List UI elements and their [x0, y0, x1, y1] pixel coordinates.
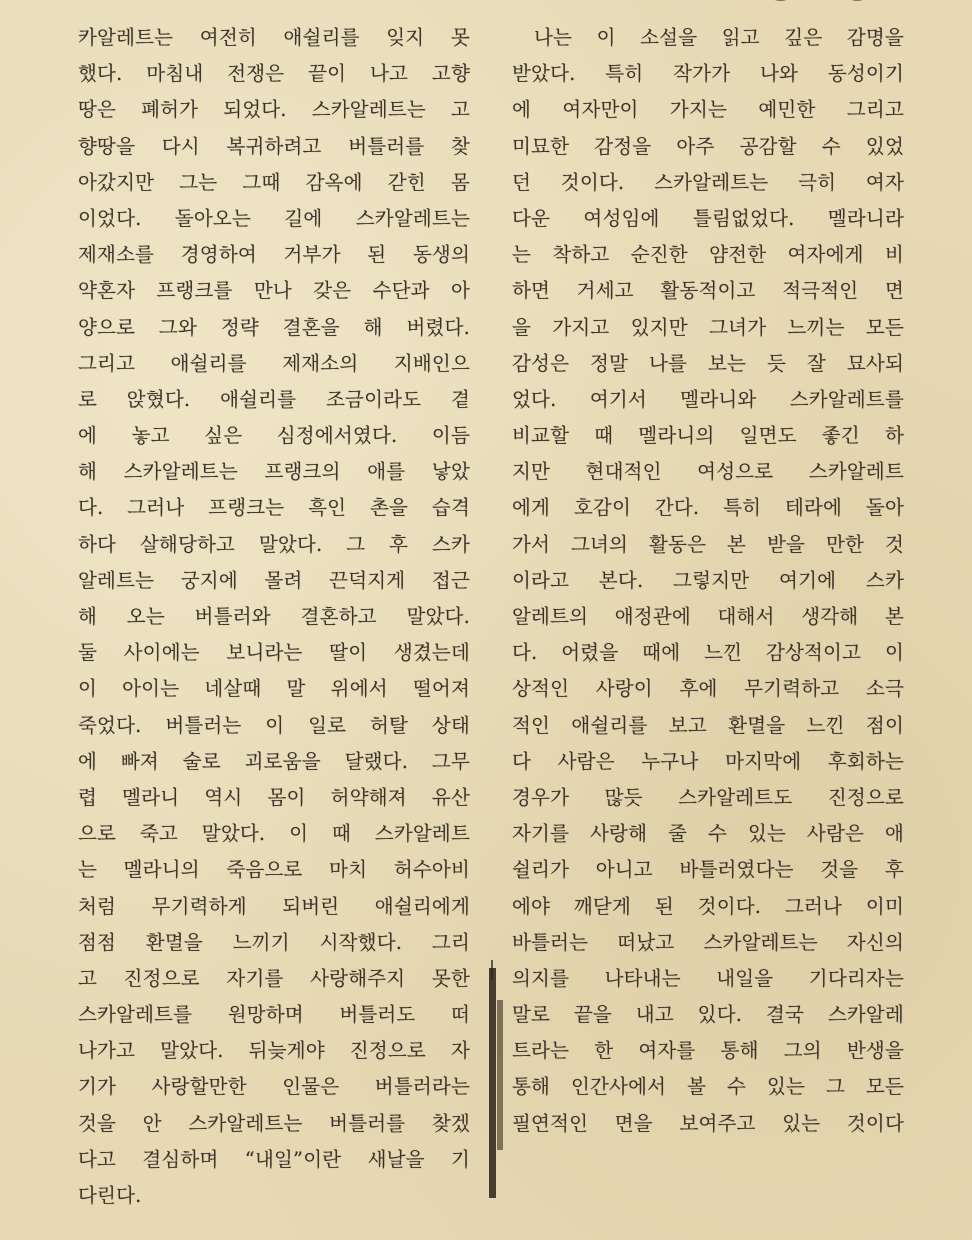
- text-line: 었다. 여기서 멜라니와 스카알레트를: [512, 387, 904, 411]
- text-line: 알레트는 궁지에 몰려 끈덕지게 접근: [78, 568, 470, 592]
- text-line: 는 착하고 순진한 얌전한 여자에게 비: [512, 243, 904, 267]
- text-line: 이었다. 돌아오는 길에 스카알레트는: [78, 206, 470, 230]
- text-line: 말로 끝을 내고 있다. 결국 스카알레: [512, 1003, 904, 1027]
- text-line: 에 여자만이 가지는 예민한 그리고: [512, 98, 904, 122]
- text-line: 필연적인 면을 보여주고 있는 것이다: [512, 1111, 904, 1135]
- text-line: 에 놓고 싶은 심정에서였다. 이듬: [78, 424, 470, 448]
- text-line: 제재소를 경영하여 거부가 된 동생의: [78, 243, 470, 267]
- text-line: 다. 그러나 프랭크는 흑인 촌을 습격: [78, 496, 470, 520]
- text-line: 으로 죽고 말았다. 이 때 스카알레트: [78, 822, 470, 846]
- text-line: 아갔지만 그는 그때 감옥에 갇힌 몸: [78, 170, 470, 194]
- text-line: 그리고 애쉴리를 제재소의 지배인으: [78, 351, 470, 375]
- text-line: 스카알레트를 원망하며 버틀러도 떠: [78, 1003, 470, 1027]
- right-column: [512, 20, 904, 1142]
- text-line: 나는 이 소설을 읽고 깊은 감명을: [534, 26, 904, 49]
- text-line: 점점 환멸을 느끼기 시작했다. 그리: [78, 930, 470, 954]
- text-line: 다 사람은 누구나 마지막에 후회하는: [512, 749, 904, 773]
- text-line: 다. 어렸을 때에 느낀 감상적이고 이: [512, 641, 904, 665]
- text-line: 것을 안 스카알레트는 버틀러를 찾겠: [78, 1111, 470, 1135]
- text-line: 약혼자 프랭크를 만나 갖은 수단과 아: [78, 279, 470, 303]
- text-line: 향땅을 다시 복귀하려고 버틀러를 찾: [78, 134, 470, 158]
- text-line: 쉴리가 아니고 바틀러였다는 것을 후: [512, 858, 904, 882]
- text-line: 처럼 무기력하게 되버린 애쉴리에게: [78, 894, 470, 918]
- text-line: 바틀러는 떠났고 스카알레트는 자신의: [512, 930, 904, 954]
- page-header-fragment: [760, 0, 880, 6]
- text-line: 미묘한 감정을 아주 공감할 수 있었: [512, 134, 904, 158]
- text-line: 의지를 나타내는 내일을 기다리자는: [512, 966, 904, 990]
- text-line: 하다 살해당하고 말았다. 그 후 스카: [78, 532, 470, 556]
- text-line: 상적인 사랑이 후에 무기력하고 소극: [512, 677, 904, 701]
- text-line: 로 앉혔다. 애쉴리를 조금이라도 곁: [78, 387, 470, 411]
- text-line: 다린다.: [78, 1184, 142, 1207]
- text-line: 자기를 사랑해 줄 수 있는 사람은 애: [512, 822, 904, 846]
- text-line: 지만 현대적인 여성으로 스카알레트: [512, 460, 904, 484]
- text-line: 렵 멜라니 역시 몸이 허약해져 유산: [78, 785, 470, 809]
- text-line: 땅은 폐허가 되었다. 스카알레트는 고: [78, 98, 470, 122]
- text-line: 에 빠져 술로 괴로움을 달랬다. 그무: [78, 749, 470, 773]
- text-line: 둘 사이에는 보니라는 딸이 생겼는데: [78, 641, 470, 665]
- text-line: 했다. 마침내 전쟁은 끝이 나고 고향: [78, 62, 470, 86]
- text-line: 감성은 정말 나를 보는 듯 잘 묘사되: [512, 351, 904, 375]
- text-line: 죽었다. 버틀러는 이 일로 허탈 상태: [78, 713, 470, 737]
- text-line: 가서 그녀의 활동은 본 받을 만한 것: [512, 532, 904, 556]
- text-line: 적인 애쉴리를 보고 환멸을 느낀 점이: [512, 713, 904, 737]
- text-line: 에게 호감이 간다. 특히 테라에 돌아: [512, 496, 904, 520]
- text-line: 비교할 때 멜라니의 일면도 좋긴 하: [512, 424, 904, 448]
- text-line: 던 것이다. 스카알레트는 극히 여자: [512, 170, 904, 194]
- text-line: 트라는 한 여자를 통해 그의 반생을: [512, 1039, 904, 1063]
- binding-mark: [487, 960, 511, 1200]
- text-line: 다운 여성임에 틀림없었다. 멜라니라: [512, 206, 904, 230]
- text-line: 양으로 그와 정략 결혼을 해 버렸다.: [78, 315, 470, 339]
- text-line: 이라고 본다. 그렇지만 여기에 스카: [512, 568, 904, 592]
- text-line: 카알레트는 여전히 애쉴리를 잊지 못: [78, 26, 470, 49]
- text-line: 에야 깨닫게 된 것이다. 그러나 이미: [512, 894, 904, 918]
- text-line: 해 스카알레트는 프랭크의 애를 낳았: [78, 460, 470, 484]
- text-line: 알레트의 애정관에 대해서 생각해 본: [512, 605, 904, 628]
- text-line: 받았다. 특히 작가가 나와 동성이기: [512, 62, 904, 86]
- text-line: 이 아이는 네살때 말 위에서 떨어져: [78, 677, 470, 701]
- text-line: 다고 결심하며 “내일”이란 새날을 기: [78, 1147, 470, 1171]
- text-line: 을 가지고 있지만 그녀가 느끼는 모든: [512, 315, 904, 339]
- text-line: 기가 사랑할만한 인물은 버틀러라는: [78, 1075, 470, 1099]
- text-line: 나가고 말았다. 뒤늦게야 진정으로 자: [78, 1039, 470, 1063]
- text-line: 고 진정으로 자기를 사랑해주지 못한: [78, 966, 470, 990]
- text-line: 하면 거세고 활동적이고 적극적인 면: [512, 279, 904, 303]
- text-line: 해 오는 버틀러와 결혼하고 말았다.: [78, 605, 470, 628]
- text-line: 경우가 많듯 스카알레트도 진정으로: [512, 785, 904, 809]
- text-line: 는 멜라니의 죽음으로 마치 허수아비: [78, 858, 470, 882]
- left-column: [78, 20, 470, 1214]
- text-line: 통해 인간사에서 볼 수 있는 그 모든: [512, 1075, 904, 1099]
